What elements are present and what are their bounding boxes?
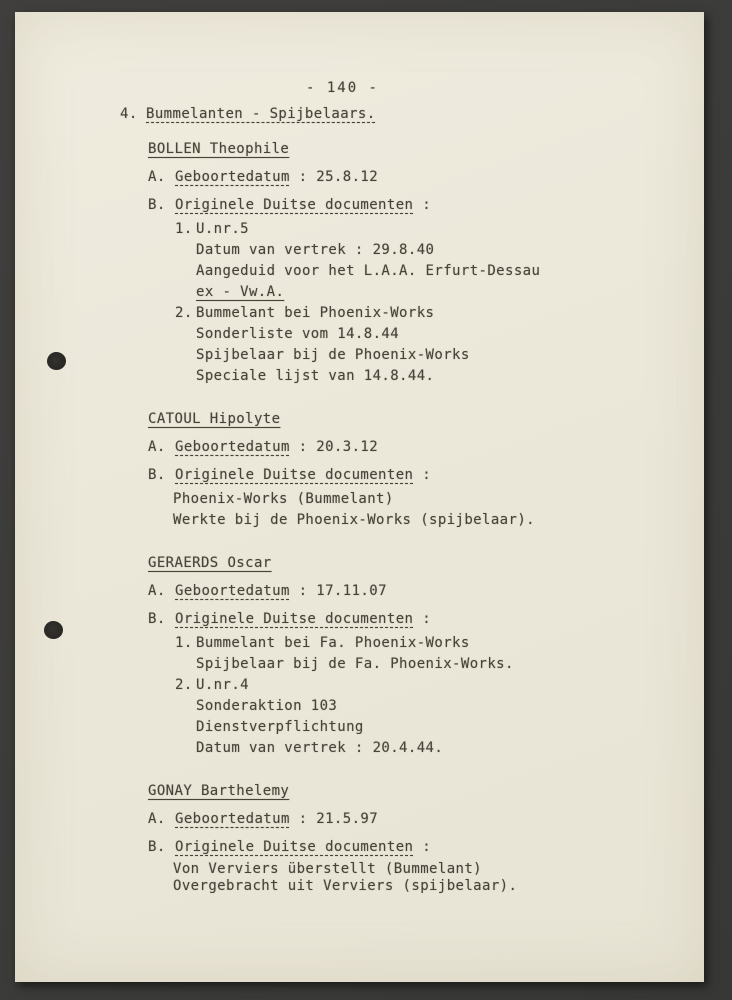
birthdate-value: : 17.11.07 <box>289 583 387 599</box>
section-number: 4. <box>120 106 138 122</box>
birthdate-row <box>148 581 704 602</box>
documents-row <box>148 195 704 216</box>
line-text: Datum van vertrek : 20.4.44. <box>196 740 444 756</box>
document-lines <box>15 633 704 759</box>
birthdate-row <box>148 167 704 188</box>
line-number: 1. <box>175 221 193 237</box>
documents-row <box>148 837 704 858</box>
documents-field: Originele Duitse documenten <box>175 197 414 213</box>
line-text: U.nr.5 <box>196 221 249 237</box>
documents-row <box>148 609 704 630</box>
documents-colon: : <box>413 611 432 627</box>
detail-line <box>196 345 704 366</box>
line-text: Sonderliste vom 14.8.44 <box>196 326 400 342</box>
birthdate-row <box>148 809 704 830</box>
line-text: Spijbelaar bij de Fa. Phoenix-Works. <box>196 656 514 672</box>
line-text: ex - Vw.A. <box>196 284 285 300</box>
documents-field: Originele Duitse documenten <box>175 839 414 855</box>
birthdate-label: A. <box>148 583 166 599</box>
line-text: Werkte bij de Phoenix-Works (spijbelaar). <box>173 512 535 528</box>
line-number: 2. <box>175 305 193 321</box>
documents-label: B. <box>148 839 166 855</box>
line-text: Aangeduid voor het L.A.A. Erfurt-Dessau <box>196 263 541 279</box>
birthdate-field: Geboortedatum <box>175 439 290 455</box>
line-text: Sonderaktion 103 <box>196 698 338 714</box>
detail-line <box>196 261 704 282</box>
documents-label: B. <box>148 197 166 213</box>
line-text: Bummelant bei Phoenix-Works <box>196 305 435 321</box>
documents-label: B. <box>148 611 166 627</box>
documents-colon: : <box>413 197 432 213</box>
line-text: Dienstverpflichtung <box>196 719 364 735</box>
person-entry <box>15 139 704 387</box>
detail-line <box>196 717 704 738</box>
documents-field: Originele Duitse documenten <box>175 467 414 483</box>
document-lines <box>15 861 704 895</box>
birthdate-row <box>148 437 704 458</box>
birthdate-label: A. <box>148 811 166 827</box>
detail-line <box>196 654 704 675</box>
document-lines <box>15 219 704 387</box>
entry-name: GONAY Barthelemy <box>148 783 290 799</box>
birthdate-label: A. <box>148 169 166 185</box>
entry-name: GERAERDS Oscar <box>148 555 272 571</box>
detail-line <box>173 510 704 531</box>
birthdate-value: : 25.8.12 <box>289 169 379 185</box>
detail-line <box>173 861 704 878</box>
detail-line <box>196 696 704 717</box>
birthdate-label: A. <box>148 439 166 455</box>
line-text: Bummelant bei Fa. Phoenix-Works <box>196 635 470 651</box>
person-entry <box>15 409 704 531</box>
detail-line <box>173 489 704 510</box>
documents-label: B. <box>148 467 166 483</box>
birthdate-value: : 21.5.97 <box>289 811 379 827</box>
documents-field: Originele Duitse documenten <box>175 611 414 627</box>
documents-row <box>148 465 704 486</box>
person-entry <box>15 781 704 895</box>
document-page <box>15 12 704 982</box>
entry-name: CATOUL Hipolyte <box>148 411 281 427</box>
detail-line <box>175 219 704 240</box>
detail-line <box>196 738 704 759</box>
documents-colon: : <box>413 467 432 483</box>
line-number: 2. <box>175 677 193 693</box>
birthdate-value: : 20.3.12 <box>289 439 379 455</box>
detail-line <box>196 324 704 345</box>
detail-line <box>196 240 704 261</box>
line-text: Overgebracht uit Verviers (spijbelaar). <box>173 878 518 894</box>
line-text: Phoenix-Works (Bummelant) <box>173 491 394 507</box>
person-entry <box>15 553 704 759</box>
line-text: Spijbelaar bij de Phoenix-Works <box>196 347 470 363</box>
page-content <box>15 12 704 895</box>
detail-line <box>173 878 704 895</box>
line-text: U.nr.4 <box>196 677 249 693</box>
birthdate-field: Geboortedatum <box>175 169 290 185</box>
detail-line <box>196 366 704 387</box>
detail-line <box>175 303 704 324</box>
detail-line <box>175 633 704 654</box>
page-number: - 140 - <box>305 80 379 96</box>
section-heading <box>120 104 704 125</box>
detail-line <box>196 282 704 303</box>
documents-colon: : <box>413 839 432 855</box>
birthdate-field: Geboortedatum <box>175 811 290 827</box>
section-title: Bummelanten - Spijbelaars. <box>146 106 376 122</box>
line-number: 1. <box>175 635 193 651</box>
detail-line <box>175 675 704 696</box>
entry-name: BOLLEN Theophile <box>148 141 290 157</box>
line-text: Speciale lijst van 14.8.44. <box>196 368 435 384</box>
document-lines <box>15 489 704 531</box>
line-text: Von Verviers überstellt (Bummelant) <box>173 861 483 877</box>
line-text: Datum van vertrek : 29.8.40 <box>196 242 435 258</box>
birthdate-field: Geboortedatum <box>175 583 290 599</box>
